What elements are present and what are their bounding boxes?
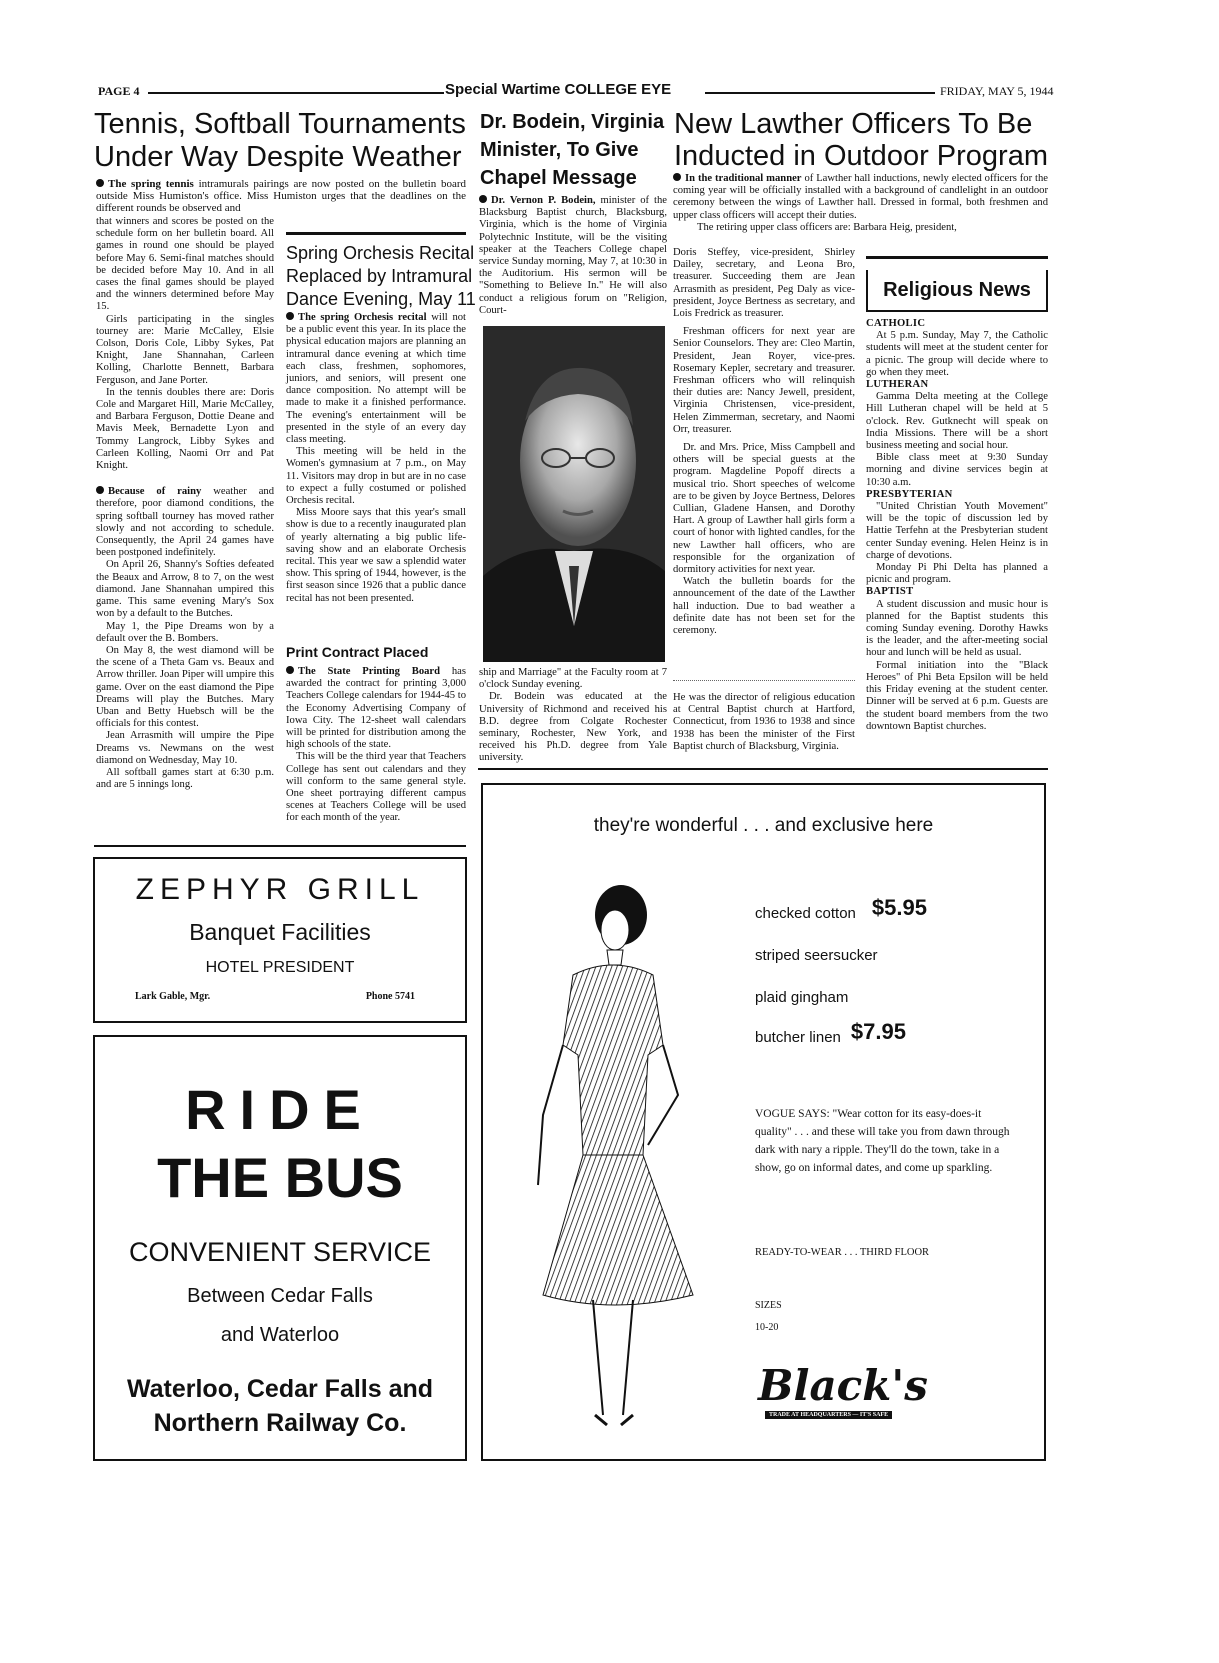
headline-line: Tennis, Softball Tournaments [94,108,466,140]
paragraph: Freshman officers for next year are Senior Counselors. They are: Cleo Martin, President, Jean Royer, vice-pres. Rosemary Kepler, secretary and treasurer. Freshman officers who will relinquish their duties are: Nancy Jewell, president, Virginia Christensen, vice-president, Helen Zimmerman, secretary, and Naomi Orr, treasurer. [673,326,855,435]
paragraph: He was the director of religious education at Central Baptist church at Hartford, Connecticut, from 1936 to 1938 and since 1938 has been the minister of the First Baptist church of Blacksburg, Virginia. [673,692,855,752]
paragraph: Miss Moore says that this year's small show is due to a recently inaugurated plan of yearly alternating a big public life-saving show and an elaborate Orchesis recital. This year we saw a splendid water show. This spring of 1944, however, is the first season since 1926 that a public dance recital has not been presented. [286,507,466,604]
fabric-price: $7.95 [850,1019,906,1044]
sizes-label: SIZES [755,1300,782,1311]
paragraph: This meeting will be held in the Women's gymnasium at 7 p.m., on May 11. Visitors may drop in but are in no case to expect a fully costumed or polished Orchesis recital. [286,446,466,507]
paragraph: Bible class meet at 9:30 Sunday morning and divine services begin at 10:30 a.m. [866,452,1048,488]
bullet-icon [673,173,681,181]
tennis-column [96,216,274,791]
issue-date: FRIDAY, MAY 5, 1944 [940,84,1054,98]
fabric-name: checked cotton [755,905,856,922]
orchesis-column [286,312,466,605]
paragraph: May 1, the Pipe Dreams won by a default over the B. Bombers. [96,620,274,644]
fabric-item: plaid gingham [755,989,849,1006]
ad-headline: RIDE [185,1078,375,1141]
dress-illustration [503,855,723,1445]
denomination-heading: PRESBYTERIAN [866,488,953,500]
lawther-headline [674,108,1048,172]
section-rule [478,768,1048,770]
ad-line: HOTEL PRESIDENT [205,959,355,976]
portrait-image [483,326,665,662]
paragraph: The retiring upper class officers are: Barbara Heig, president, [697,221,957,233]
religious-news-title: Religious News [866,270,1048,312]
tennis-lead [96,178,466,215]
denomination-heading: LUTHERAN [866,379,929,391]
paragraph: Dr. and Mrs. Price, Miss Campbell and others will be special guests at the program. Magdeline Popoff directs a musical trio. Short speeches of welcome are to be given by Joyce Bertness, Delores Cullian, Gladene Hansen, and Dorothy Hart. A group of Lawther hall girls form a court of honor with lighted candles, for the new Lawther hall officers, who are responsible for the organization of dormitory activities for next year. [673,442,855,576]
lead-bold: The spring tennis [108,178,194,190]
logo-tagline: TRADE AT HEADQUARTERS — IT'S SAFE [765,1411,892,1419]
denomination-heading: BAPTIST [866,586,914,598]
lead-bold: Because of rainy [108,486,202,498]
sizes-value: 10-20 [755,1322,779,1333]
headline-line: Replaced by Intramural [286,266,473,286]
orchesis-headline [286,242,476,311]
bullet-icon [286,666,294,674]
fabric-item [755,895,1025,939]
religious-column [866,318,1048,733]
lead-text: intramurals pairings are now posted on the bulletin board outside Miss Humiston's office. Miss Humiston urges that the deadlines on the different rounds be observed and [96,178,466,215]
headline-line: Inducted in Outdoor Program [674,140,1048,172]
ad-tagline: they're wonderful . . . and exclusive here [593,815,934,836]
fabric-price: $5.95 [871,895,927,920]
headline-line: Dr. Bodein, Virginia [480,111,665,133]
newspaper-title: Special Wartime COLLEGE EYE [445,81,672,98]
masthead-rule [148,92,444,94]
print-headline: Print Contract Placed [286,644,429,660]
tennis-headline [94,108,466,174]
fabric-item: striped seersucker [755,947,878,964]
paragraph: At 5 p.m. Sunday, May 7, the Catholic students will meet at the student center for a picnic. The group will decide where to go when they meet. [866,330,1048,378]
headline-line: New Lawther Officers To Be [674,108,1033,140]
headline-line: Dance Evening, May 11 [286,289,476,309]
lawther-column [673,247,855,637]
bullet-icon [479,195,487,203]
lead-bold: The spring Orchesis recital [298,312,427,323]
ad-company: Northern Railway Co. [153,1409,407,1437]
ad-line: Banquet Facilities [189,919,371,945]
paragraph: A student discussion and music hour is planned for the Baptist students this coming Sunday evening. Dorothy Hawks is the leader, and the after-meeting social hour and lunch will be held as usual. [866,598,1048,659]
bodein-continuation [673,692,855,753]
masthead-rule [705,92,935,94]
ad-manager: Lark Gable, Mgr. [135,991,211,1002]
bodein-column [479,195,667,317]
lead-bold: The State Printing Board [298,666,441,677]
paragraph: All softball games start at 6:30 p.m. and are 5 innings long. [96,766,274,791]
fabric-list [755,895,1025,1063]
bullet-icon [286,312,294,320]
fabric-item [755,1019,1025,1063]
lawther-lead [673,173,1048,234]
headline-line: Chapel Message [480,167,637,189]
ad-line: CONVENIENT SERVICE [128,1237,432,1267]
ad-title: ZEPHYR GRILL [135,873,425,906]
lead-text: weather and therefore, poor diamond conditions, the spring softball tourney has moved rather slowly and not according to schedule. Consequently, the April 24 games have been postponed indefinitely. [96,486,274,559]
lead-bold: In the traditional manner [685,173,802,184]
print-column [286,666,466,825]
paragraph: Dr. Bodein was educated at the University of Richmond and received his B.D. degree from Colgate Rochester seminary, Rochester, New York, and received his Ph.D. degree from Yale university. [479,691,667,764]
blacks-logo: Black's [758,1361,928,1410]
ad-line: and Waterloo [220,1324,340,1346]
department-label: READY-TO-WEAR . . . THIRD FLOOR [755,1247,930,1258]
paragraph: Monday Pi Phi Delta has planned a picnic and program. [866,562,1048,586]
lead-text: will not be a public event this year. In its place the physical education majors are planning an intramural dance evening at which time each class, freshmen, sophomores, juniors, and seniors, will present one dance composition. No attempt will be made to make it a finished performance. The evening's entertainment will be presented in the style of an every day class meeting. [286,312,466,446]
blacks-dress-ad [481,783,1046,1461]
lead-text: has awarded the contract for printing 3,000 Teachers College calendars for 1944-45 to the Economy Advertising Company of Iowa City. The 12-sheet wall calendars will be printed for distribution among the high schools of the state. [286,666,466,751]
lead-text: of Lawther hall inductions, newly elected officers for the coming year will be officially installed with a background of candlelight in an outdoor ceremony between the wings of Lawther hall. Dressed in formal, both freshmen and upper class officers will accept their duties. [673,173,1048,221]
lead-bold: Dr. Vernon P. Bodein, [491,195,596,206]
headline-line: Spring Orchesis Recital [286,243,475,263]
paragraph: "United Christian Youth Movement" will be the topic of discussion led by Hattie Terfehn at the Presbyterian student center Sunday evening. Helen Heinz is in charge of devotions. [866,501,1048,561]
vogue-quote: VOGUE SAYS: "Wear cotton for its easy-does-it quality" . . . and these will take you from dawn through dark with nary a ripple. They'll do the town, take in a show, go on informal dates, and come up sparkling. [755,1108,1010,1174]
page-number: PAGE 4 [98,84,140,98]
paragraph: ship and Marriage" at the Faculty room at 7 o'clock Sunday evening. [479,667,667,691]
ad-headline: THE BUS [157,1146,403,1209]
fabric-name: butcher linen [755,1029,841,1046]
section-rule [94,845,466,847]
paragraph: On May 8, the west diamond will be the scene of a Theta Gam vs. Beaux and Arrow thriller. Joan Piper will umpire this game. Over on the east diamond the Pipe Dreams will play the Butches. Mary Uban and Betty Huebsch will be the officials for this contest. [96,644,275,730]
paragraph: In the tennis doubles there are: Doris Cole and Margaret Hill, Marie McCalley, and Barbara Ferguson, Dottie Deane and Mavis Meek, Bernadette Lyon and Tommy Langrock, Libby Sykes and Carleen Kolling, Naomi Orr and Pat Knight. [96,386,274,472]
headline-line: Minister, To Give [480,139,639,161]
dotted-divider [673,680,855,681]
paragraph: Formal initiation into the "Black Heroes" of Phi Beta Epsilon will be held this Friday evening at the student center. Dinner will be served at 6 p.m. Guests are the student board members from the two downtown Baptist churches. [866,659,1048,732]
bodein-column-cont [479,667,667,765]
bodein-headline [480,108,664,192]
paragraph: Jean Arrasmith will umpire the Pipe Dreams vs. Newmans on the west diamond on Wednesday, May 10. [96,730,274,766]
denomination-heading: CATHOLIC [866,318,926,329]
section-rule [866,256,1048,259]
lead-text: minister of the Blacksburg Baptist church, Blacksburg, Virginia, which is the home of Virginia Polytechnic Institute, will be the visiting speaker at the Teachers College chapel service Sunday morning, May 7, at 10:30 in the Auditorium. His sermon will be "Something to Believe In." He will also conduct a religious forum on "Religion, Court- [479,195,667,316]
section-rule [286,232,466,235]
paragraph: that winners and scores be posted on the schedule form on her bulletin board. All games in round one should be played before May 6. Semi-final matches should be decided before May 10. And in all cases the final games should be played and the winners determined before May 15. [96,216,274,313]
portrait-photo [483,326,665,662]
paragraph: Doris Steffey, vice-president, Shirley Dailey, secretary, and Leona Bro, treasurer. Succeeding them are Jean Arrasmith as president, Peg Daly as vice-president, Joyce Bertness as secretary, and Lois Fredrick as treasurer. [673,247,855,320]
paragraph: Watch the bulletin boards for the announcement of the date of the Lawther hall induction. Due to bad weather a definite date has not been set for the ceremony. [673,576,855,637]
zephyr-grill-ad [93,857,467,1023]
paragraph: On April 26, Shanny's Softies defeated the Beaux and Arrow, 8 to 7, on the west diamond. Jane Shannahan umpired this game. This same evening Mary's Sox won by a default to the Butches. [96,559,274,620]
ride-the-bus-ad [93,1035,467,1461]
ad-phone: Phone 5741 [365,991,415,1002]
ad-company: Waterloo, Cedar Falls and [126,1375,434,1403]
ad-line: Between Cedar Falls [187,1285,373,1307]
bullet-icon [96,179,104,187]
bullet-icon [96,486,104,494]
headline-line: Under Way Despite Weather [94,141,462,173]
paragraph: Gamma Delta meeting at the College Hill Lutheran chapel will be held at 5 o'clock. Rev. Gutknecht will speak on India Missions. There will be a short business meeting and social hour. [866,391,1048,452]
paragraph: This will be the third year that Teachers College has sent out calendars and they will conform to the same general style. One sheet portraying different campus scenes at Teachers College will be used for each month of the year. [286,751,466,824]
paragraph: Girls participating in the singles tourney are: Marie McCalley, Elsie Colson, Doris Cole, Libby Sykes, Pat Knight, Jane Shannahan, Carleen Kolling, Charlotte Bennett, Barbara Ferguson, and Jane Porter. [96,313,274,386]
